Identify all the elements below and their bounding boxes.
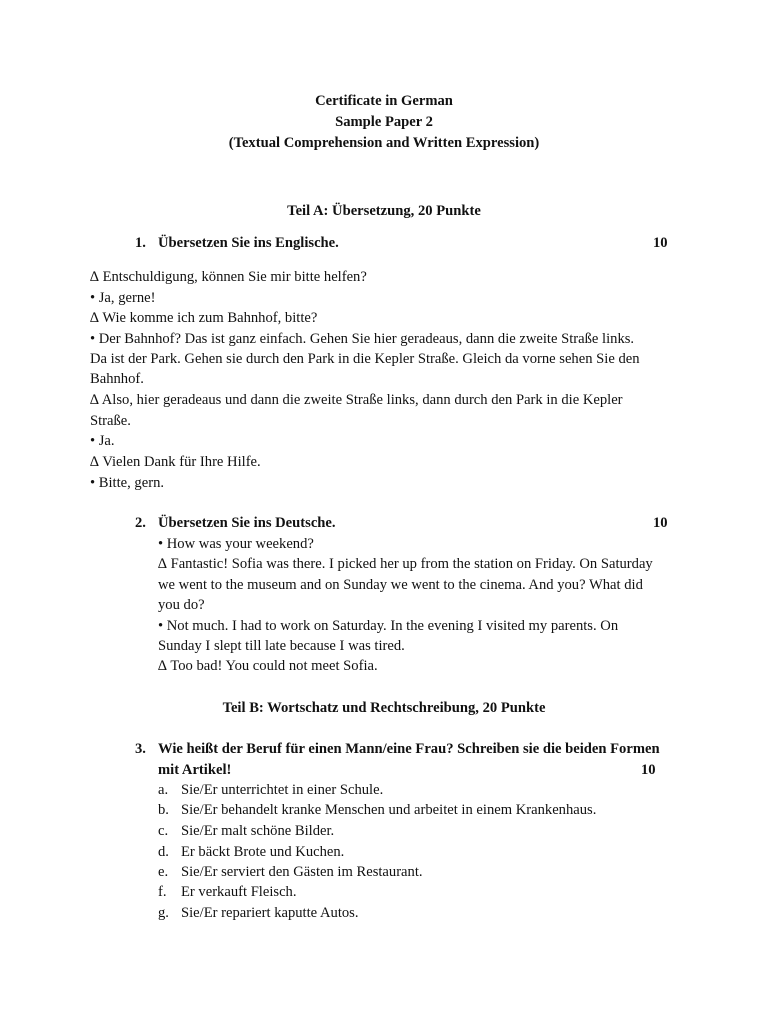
dialogue-line: ∆ Vielen Dank für Ihre Hilfe. (90, 454, 261, 470)
list-item (158, 882, 297, 902)
dialogue-line: Straße. (90, 413, 131, 429)
dialogue-line: Sunday I slept till late because I was tired. (158, 638, 405, 654)
list-item-text: Sie/Er serviert den Gästen im Restaurant. (181, 864, 423, 880)
dialogue-line: ∆ Entschuldigung, können Sie mir bitte helfen? (90, 269, 367, 285)
teil-b-heading: Teil B: Wortschatz und Rechtschreibung, 20 Punkte (222, 700, 546, 716)
dialogue-line: • Der Bahnhof? Das ist ganz einfach. Gehen Sie hier geradeaus, dann die zweite Straße links. (90, 331, 635, 347)
list-item-letter: c. (158, 823, 169, 839)
question-3-prompt-line-1: Wie heißt der Beruf für einen Mann/eine Frau? Schreiben sie die beiden Formen (158, 741, 660, 757)
question-3-points: 10 (641, 762, 656, 778)
document-section-description: (Textual Comprehension and Written Expression) (228, 135, 540, 151)
question-3-number: 3. (135, 741, 146, 757)
list-item-text: Er bäckt Brote und Kuchen. (181, 844, 345, 860)
question-2-prompt: Übersetzen Sie ins Deutsche. (158, 515, 336, 531)
list-item-text: Er verkauft Fleisch. (181, 884, 297, 900)
dialogue-line: • Ja. (90, 433, 115, 449)
list-item-letter: f. (158, 884, 167, 900)
list-item-letter: a. (158, 782, 169, 798)
dialogue-line: • Ja, gerne! (90, 290, 156, 306)
list-item-text: Sie/Er malt schöne Bilder. (181, 823, 335, 839)
dialogue-line: • Bitte, gern. (90, 475, 165, 491)
question-1-number: 1. (135, 235, 146, 251)
dialogue-line: we went to the museum and on Sunday we went to the cinema. And you? What did (158, 577, 643, 593)
question-2-points: 10 (653, 515, 668, 531)
dialogue-line: ∆ Too bad! You could not meet Sofia. (158, 658, 378, 674)
question-2-heading (135, 513, 336, 533)
dialogue-line: you do? (158, 597, 205, 613)
list-item (158, 903, 359, 923)
dialogue-line: • Not much. I had to work on Saturday. In the evening I visited my parents. On (158, 618, 619, 634)
question-1-points: 10 (653, 235, 668, 251)
list-item (158, 780, 383, 800)
list-item (158, 862, 423, 882)
list-item-text: Sie/Er repariert kaputte Autos. (181, 905, 359, 921)
question-3-heading (135, 739, 660, 759)
document-title: Certificate in German (315, 93, 453, 109)
dialogue-line: ∆ Fantastic! Sofia was there. I picked her up from the station on Friday. On Saturday (158, 556, 653, 572)
dialogue-line: • How was your weekend? (158, 536, 314, 552)
question-2-number: 2. (135, 515, 146, 531)
dialogue-line: Da ist der Park. Gehen sie durch den Park in die Kepler Straße. Gleich da vorne sehen Sie den (90, 351, 640, 367)
teil-a-heading: Teil A: Übersetzung, 20 Punkte (287, 203, 481, 219)
list-item-letter: g. (158, 905, 169, 921)
question-3-prompt-line-2: mit Artikel! (158, 762, 232, 778)
document-subtitle: Sample Paper 2 (335, 114, 433, 130)
dialogue-line: Bahnhof. (90, 371, 144, 387)
list-item (158, 842, 344, 862)
list-item-letter: d. (158, 844, 169, 860)
list-item (158, 821, 334, 841)
question-1-prompt: Übersetzen Sie ins Englische. (158, 235, 339, 251)
question-1-heading (135, 233, 339, 253)
list-item-text: Sie/Er behandelt kranke Menschen und arbeitet in einem Krankenhaus. (181, 802, 597, 818)
dialogue-line: ∆ Wie komme ich zum Bahnhof, bitte? (90, 310, 318, 326)
list-item-letter: e. (158, 864, 169, 880)
list-item (158, 800, 596, 820)
list-item-text: Sie/Er unterrichtet in einer Schule. (181, 782, 384, 798)
list-item-letter: b. (158, 802, 169, 818)
dialogue-line: ∆ Also, hier geradeaus und dann die zweite Straße links, dann durch den Park in die Kepler (90, 392, 623, 408)
